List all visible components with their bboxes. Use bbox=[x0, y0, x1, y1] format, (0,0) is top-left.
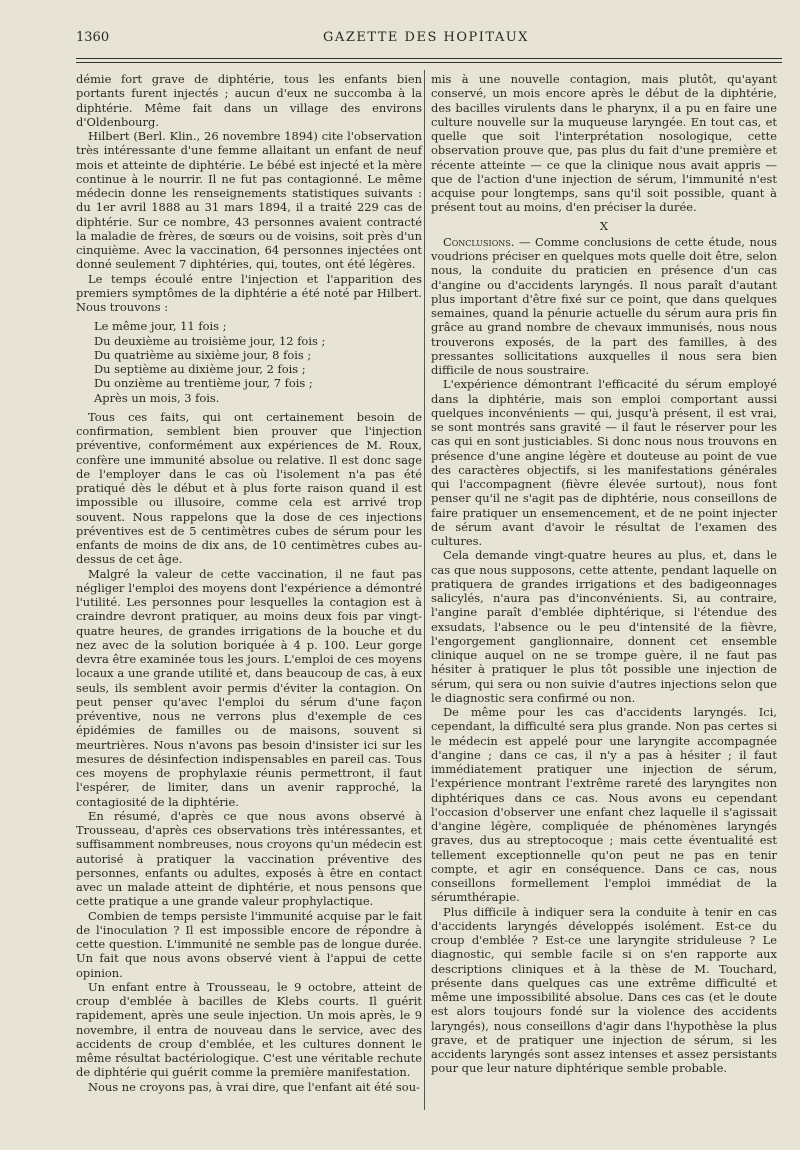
paragraph: démie fort grave de diphtérie, tous les enfants bien portants furent injectés ; aucun d'eux ne succomba à la diphtérie. Même fait dans un village des environs d'Oldenbourg. bbox=[76, 72, 422, 129]
conclusions-heading: Conclusions. bbox=[443, 234, 515, 249]
paragraph: Un enfant entre à Trousseau, le 9 octobre, atteint de croup d'emblée à bacilles de Klebs courts. Il guérit rapidement, après une seule injection. Un mois après, le 9 novembre, il entra de nouveau dans le service, avec des accidents de croup d'emblée, et les cultures donnent le même résultat bactériologique. C'est une véritable rechute de diphtérie qui guérit comme la première manifestation. bbox=[76, 979, 422, 1080]
journal-title: GAZETTE DES HOPITAUX bbox=[323, 30, 529, 45]
paragraph: Plus difficile à indiquer sera la conduite à tenir en cas d'accidents laryngés développés isolément. Est-ce du croup d'emblée ? Est-ce une laryngite striduleuse ? Le diagnostic, qui semble facile si on s'en rapporte aux descriptions cliniques et à la thèse de M. Touchard, présente dans quelques cas une extrême difficulté et même une impossibilité absolue. Dans ces cas (et le doute est alors toujours fondé sur la violence des accidents laryngés), nous conseillons d'agir dans l'hypothèse la plus grave, et de pratiquer une injection de sérum, si les accidents laryngés sont assez intenses et assez persistants pour que leur nature diphtérique semble probable. bbox=[431, 904, 777, 1076]
paragraph: Nous ne croyons pas, à vrai dire, que l'enfant ait été sou- bbox=[88, 1079, 420, 1094]
paragraph: Combien de temps persiste l'immunité acquise par le fait de l'inoculation ? Il est impossible encore de répondre à cette question. L'immunité ne semble pas de longue durée. Un fait que nous avons observé vient à l'appui de cette opinion. bbox=[76, 908, 422, 980]
paragraph: mis à une nouvelle contagion, mais plutôt, qu'ayant conservé, un mois encore après le début de la diphtérie, des bacilles virulents dans le pharynx, il a pu en faire une culture nouvelle sur la muqueuse laryngée. En tout cas, et quelle que soit l'interprétation nosologique, cette observation prouve que, pas plus du fait d'une première et récente atteinte — ce que la clinique nous avait appris — que de l'action d'une injection de sérum, l'immunité n'est acquise pour longtemps, sans qu'il soit possible, quant à présent tout au moins, d'en préciser la durée. bbox=[431, 72, 777, 215]
column-divider bbox=[424, 70, 425, 1110]
onset-delay-list bbox=[76, 319, 422, 405]
right-column bbox=[431, 72, 777, 1076]
paragraph: Tous ces faits, qui ont certainement besoin de confirmation, semblent bien prouver que l'injection préventive, conformément aux expériences de M. Roux, confère une immunité absolue ou relative. Il est donc sage de l'employer dans le cas où l'isolement n'a pas été pratiqué dès le début et à plus forte raison quand il est impossible ou illusoire, comme cela est arrivé trop souvent. Nous rappelons que la dose de ces injections préventives est de 5 centimètres cubes de sérum pour les enfants de moins de dix ans, de 10 centimètres cubes au-dessus de cet âge. bbox=[76, 409, 422, 567]
list-item: Du quatrième au sixième jour, 8 fois ; bbox=[94, 347, 312, 362]
section-numeral: X bbox=[599, 218, 609, 233]
paragraph: Malgré la valeur de cette vaccination, il ne faut pas négliger l'emploi des moyens dont l'expérience a démontré l'utilité. Les personnes pour lesquelles la contagion est à craindre devront pratiquer, au moins deux fois par vingt-quatre heures, de grandes irrigations de la bouche et du nez avec de la solution boriquée à 4 p. 100. Leur gorge devra être examinée tous les jours. L'emploi de ces moyens locaux a une grande utilité et, dans beaucoup de cas, à eux seuls, ils semblent avoir permis d'éviter la contagion. On peut penser qu'avec l'emploi du sérum d'une façon préventive, nous ne verrons plus d'exemple de ces épidémies de familles ou de maisons, souvent si meurtrières. Nous n'avons pas besoin d'insister ici sur les mesures de désinfection indispensables en pareil cas. Tous ces moyens de prophylaxie réunis permettront, il faut l'espérer, de limiter, dans un avenir rapproché, la contagiosité de la diphtérie. bbox=[76, 566, 422, 809]
list-item: Le même jour, 11 fois ; bbox=[94, 319, 227, 334]
header-rule bbox=[76, 58, 782, 59]
paragraph: Cela demande vingt-quatre heures au plus, et, dans le cas que nous supposons, cette attente, pendant laquelle on pratiquera de grandes irrigations et des badigeonnages salicylés, n'aura pas d'inconvénients. Si, au contraire, l'angine paraît d'emblée diphtérique, si l'étendue des exsudats, l'absence ou le peu d'intensité de la fièvre, l'engorgement ganglionnaire, donnent cet ensemble clinique auquel on ne se trompe guère, il ne faut pas hésiter à pratiquer le plus tôt possible une injection de sérum, qui sera ou non suivie d'autres injections selon que le diagnostic sera confirmé ou non. bbox=[431, 548, 777, 705]
paragraph: L'expérience démontrant l'efficacité du sérum employé dans la diphtérie, mais son emploi comportant aussi quelques inconvénients — qui, jusqu'à présent, il est vrai, se sont montrés sans gravité — il faut le réserver pour les cas qui en sont justiciables. Si donc nous nous trouvons en présence d'une angine légère et douteuse au point de vue des caractères objectifs, si les manifestations générales qui l'accompagnent (fièvre élevée surtout), nous font penser qu'il ne s'agit pas de diphtérie, nous conseillons de faire pratiquer un ensemencement, et de ne point injecter de sérum avant d'avoir le résultat de l'examen des cultures. bbox=[431, 377, 777, 548]
page-header bbox=[76, 30, 776, 50]
conclusions-text: — Comme conclusions de cette étude, nous voudrions préciser en quelques mots quelle doit être, selon nous, la conduite du praticien en présence d'un cas d'angine ou d'accidents laryngés. Il nous paraît d'autant plus important d'être fixé sur ce point, que dans quelques semaines, quand la pénurie actuelle du sérum aura pris fin grâce au grand nombre de chevaux immunisés, nous nous trouverons exposés, de la part des familles, à des pressantes sollicitations auxquelles il nous sera bien difficile de nous soustraire. bbox=[431, 234, 777, 377]
conclusions-paragraph bbox=[431, 235, 777, 378]
list-item: Du septième au dixième jour, 2 fois ; bbox=[94, 362, 306, 376]
header-rule-thin bbox=[76, 62, 782, 63]
paragraph: En résumé, d'après ce que nous avons observé à Trousseau, d'après ces observations très intéressantes, et suffisamment nombreuses, nous croyons qu'un médecin est autorisé à pratiquer la vaccination préventive des personnes, enfants ou adultes, exposés à être en contact avec un malade atteint de diphtérie, et nous pensons que cette pratique a une grande valeur prophylactique. bbox=[76, 808, 422, 909]
paragraph: De même pour les cas d'accidents laryngés. Ici, cependant, la difficulté sera plus grande. Non pas certes si le médecin est appelé pour une laryngite accompagnée d'angine ; dans ce cas, il n'y a pas à hésiter ; il faut immédiatement pratiquer une injection de sérum, l'expérience montrant l'extrême rareté des laryngites non diphtériques dans ce cas. Nous avons eu cependant l'occasion d'observer une enfant chez laquelle il s'agissait d'angine légère, compliquée de phénomènes laryngés graves, dus au streptocoque ; mais cette éventualité est tellement exceptionnelle qu'on peut ne pas en tenir compte, et agir en conséquence. Dans ce cas, nous conseillons formellement l'emploi immédiat de la sérumthérapie. bbox=[431, 705, 777, 905]
paragraph: Hilbert (Berl. Klin., 26 novembre 1894) cite l'observation très intéressante d'une femme allaitant un enfant de neuf mois et atteinte de diphtérie. Le bébé est injecté et la mère continue à le nourrir. Il ne fut pas contagionné. Le même médecin donne les renseignements statistiques suivants : du 1er avril 1888 au 31 mars 1894, il a traité 229 cas de diphtérie. Sur ce nombre, 43 personnes avaient contracté la maladie de frères, de sœurs ou de voisins, soit près d'un cinquième. Avec la vaccination, 64 personnes injectées ont donné seulement 7 diphtéries, qui, toutes, ont été légères. bbox=[76, 129, 422, 272]
paragraph: Le temps écoulé entre l'injection et l'apparition des premiers symptômes de la diphtérie a été noté par Hilbert. Nous trouvons : bbox=[76, 271, 422, 314]
list-item: Du onzième au trentième jour, 7 fois ; bbox=[94, 376, 313, 391]
page-number: 1360 bbox=[76, 30, 110, 45]
left-column bbox=[76, 72, 422, 1094]
list-item: Du deuxième au troisième jour, 12 fois ; bbox=[94, 333, 326, 348]
list-item: Après un mois, 3 fois. bbox=[94, 390, 220, 405]
